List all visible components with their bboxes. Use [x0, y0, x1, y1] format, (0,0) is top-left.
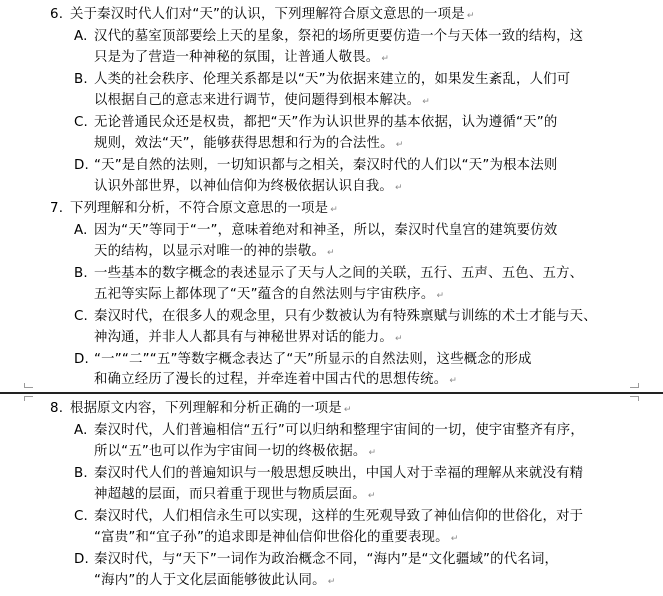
- q7-d-letter: D.: [74, 352, 89, 367]
- paragraph-mark: ↵: [327, 248, 335, 258]
- q7-b-line1: 一些基本的数字概念的表述显示了天与人之间的关联，五行、五声、五色、五方、: [94, 266, 584, 281]
- q7-a-letter: A.: [74, 223, 88, 238]
- q7-a-line1: 因为“天”等同于“一”，意味着绝对和神圣，所以，秦汉时代皇宫的建筑要仿效: [94, 223, 558, 238]
- paragraph-mark: ↵: [343, 405, 352, 415]
- q8-d-line1: 秦汉时代，与“天下”一词作为政治概念不同，“海内”是“文化疆域”的代名词，: [94, 552, 559, 567]
- crop-mark-left-upper: [24, 383, 33, 388]
- paragraph-mark: ↵: [381, 54, 390, 64]
- paragraph-mark: ↵: [422, 97, 430, 107]
- q8-b-line2: 神超越的层面，而只着重于现世与物质层面。 ↵: [94, 487, 376, 502]
- paragraph-mark: ↵: [395, 183, 403, 193]
- q8-c-line2: “富贵”和“宜子孙”的追求即是神仙信仰世俗化的重要表现。 ↵: [94, 530, 459, 545]
- paragraph-mark: ↵: [330, 205, 338, 215]
- q8-a-line2: 所以“五”也可以作为宇宙间一切的终极依据。 ↵: [94, 444, 377, 459]
- q7-d-line1: “一”“二”“五”等数字概念表达了“天”所显示的自然法则，这些概念的形成: [94, 352, 532, 367]
- paragraph-mark: ↵: [395, 140, 404, 150]
- q7-number: 7.: [50, 201, 64, 216]
- paragraph-mark: ↵: [327, 577, 336, 587]
- q7-b-letter: B.: [74, 266, 88, 281]
- q6-c-letter: C.: [74, 115, 89, 130]
- q6-c-line2: 规则，效法“天”，能够获得思想和行为的合法性。 ↵: [94, 136, 404, 151]
- q6-b-letter: B.: [74, 72, 88, 87]
- paragraph-mark: ↵: [436, 291, 445, 301]
- q6-b-line2: 以根据自己的意志来进行调节，使问题得到根本解决。 ↵: [94, 93, 430, 108]
- q8-a-letter: A.: [74, 423, 88, 438]
- q6-b-line1: 人类的社会秩序、伦理关系都是以“天”为依据来建立的，如果发生紊乱，人们可: [94, 72, 571, 87]
- q6-stem: 关于秦汉时代人们对“天”的认识，下列理解符合原文意思的一项是 ↵: [70, 7, 475, 22]
- q8-d-line2: “海内”的人于文化层面能够彼此认同。 ↵: [94, 573, 336, 588]
- q6-a-line1: 汉代的墓室顶部要绘上天的星象，祭祀的场所更要仿造一个与天体一致的结构，这: [94, 29, 584, 44]
- q6-d-line1: “天”是自然的法则，一切知识都与之相关，秦汉时代的人们以“天”为根本法则: [94, 158, 558, 173]
- q8-d-letter: D.: [74, 552, 89, 567]
- paragraph-mark: ↵: [466, 11, 475, 21]
- q7-d-line2: 和确立经历了漫长的过程，并牵连着中国古代的思想传统。 ↵: [94, 372, 458, 387]
- paragraph-mark: ↵: [367, 491, 376, 501]
- q6-a-letter: A.: [74, 29, 88, 44]
- q8-number: 8.: [50, 401, 64, 416]
- paragraph-mark: ↵: [395, 334, 403, 344]
- q6-number: 6.: [50, 7, 64, 22]
- q8-a-line1: 秦汉时代，人们普遍相信“五行”可以归纳和整理宇宙间的一切，使宇宙整齐有序，: [94, 423, 584, 438]
- q8-c-letter: C.: [74, 509, 89, 524]
- paragraph-mark: ↵: [449, 376, 458, 386]
- paragraph-mark: ↵: [450, 534, 459, 544]
- q7-a-line2: 天的结构，以显示对唯一的神的崇敬。 ↵: [94, 244, 335, 259]
- q7-stem: 下列理解和分析，不符合原文意思的一项是 ↵: [70, 201, 338, 216]
- page-lower: [0, 394, 663, 596]
- q8-c-line1: 秦汉时代，人们相信永生可以实现，这样的生死观导致了神仙信仰的世俗化，对于: [94, 509, 584, 524]
- crop-mark-right-upper: [630, 383, 639, 388]
- q6-d-letter: D.: [74, 158, 89, 173]
- paragraph-mark: ↵: [368, 448, 377, 458]
- q7-c-line2: 神沟通，并非人人都具有与神秘世界对话的能力。 ↵: [94, 330, 403, 345]
- q8-b-line1: 秦汉时代人们的普遍知识与一般思想反映出，中国人对于幸福的理解从来就没有精: [94, 466, 584, 481]
- q7-c-letter: C.: [74, 309, 89, 324]
- q7-c-line1: 秦汉时代，在很多人的观念里，只有少数被认为有特殊禀赋与训练的术士才能与天、: [94, 309, 597, 324]
- q6-a-line2: 只是为了营造一种神秘的氛围，让普通人敬畏。 ↵: [94, 50, 390, 65]
- q6-d-line2: 认识外部世界，以神仙信仰为终极依据认识自我。 ↵: [94, 179, 403, 194]
- q8-b-letter: B.: [74, 466, 88, 481]
- q7-b-line2: 五祀等实际上都体现了“天”蕴含的自然法则与宇宙秩序。 ↵: [94, 287, 445, 302]
- q8-stem: 根据原文内容，下列理解和分析正确的一项是 ↵: [70, 401, 352, 416]
- q6-c-line1: 无论普通民众还是权贵，都把“天”作为认识世界的基本依据，认为遵循“天”的: [94, 115, 558, 130]
